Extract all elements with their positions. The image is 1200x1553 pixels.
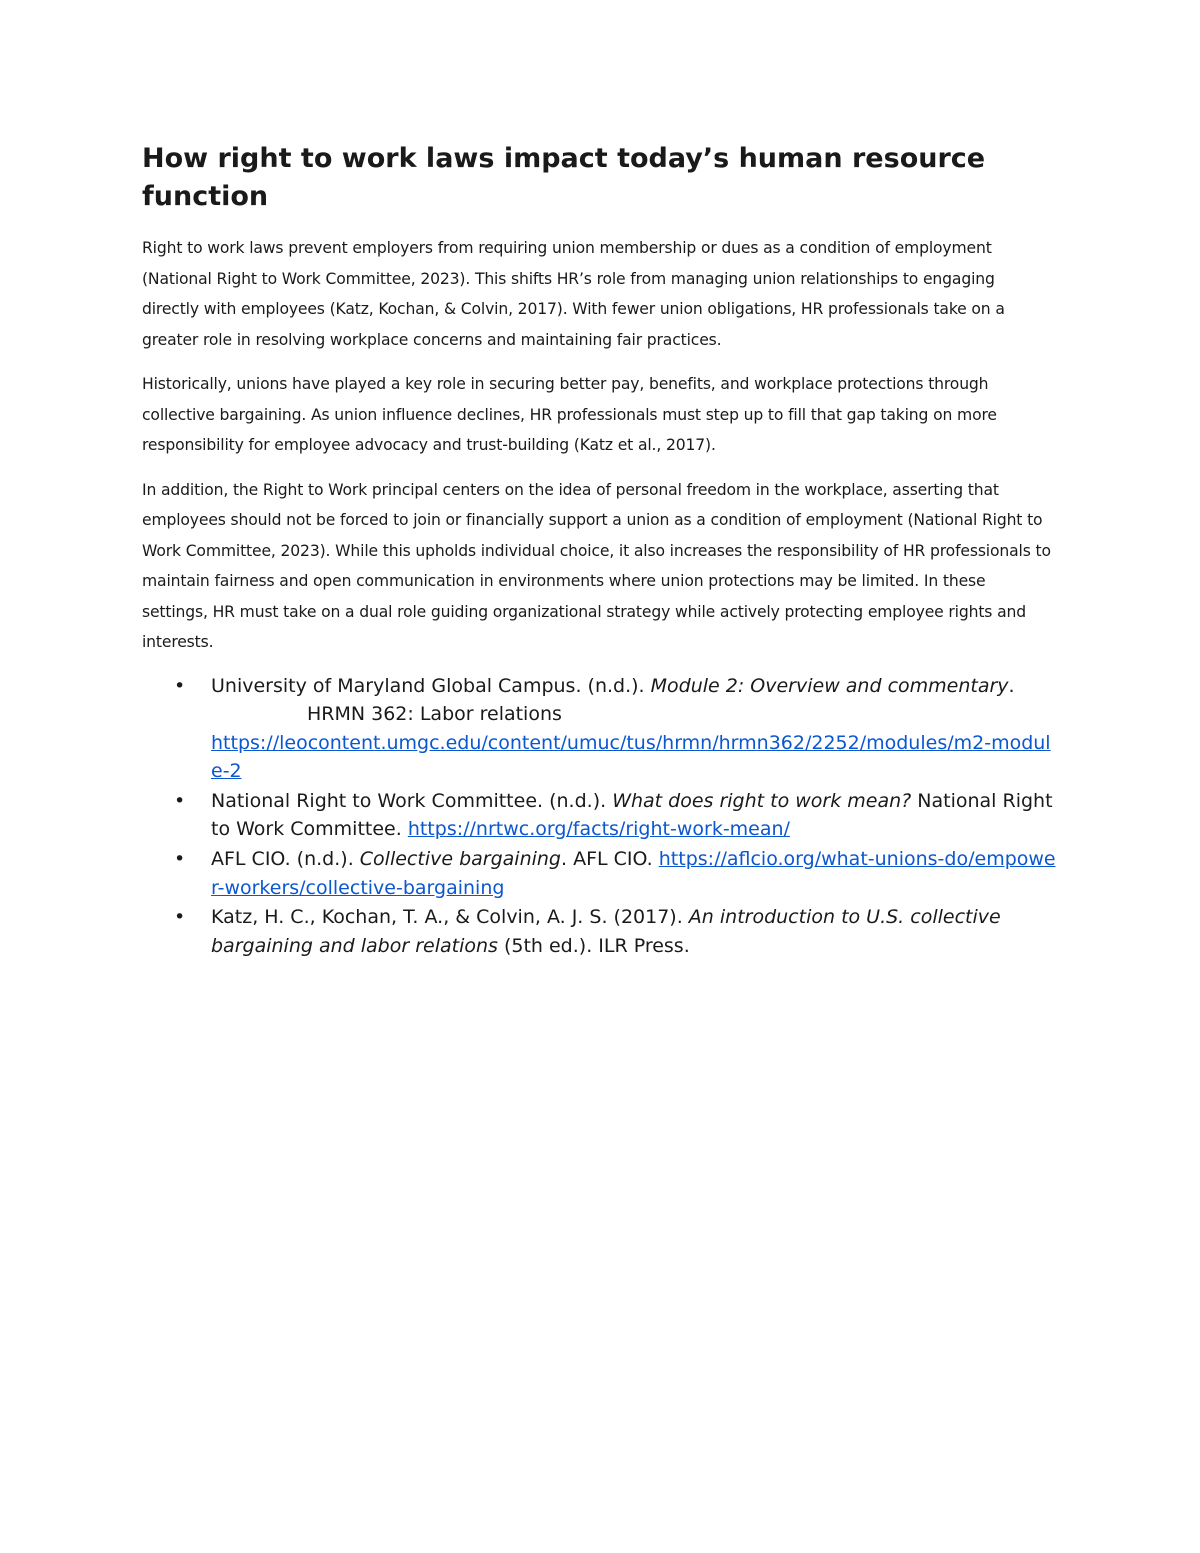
reference-item-katz <box>142 903 1052 960</box>
bullet-icon: • <box>174 789 186 812</box>
paragraph-personal-freedom: In addition, the Right to Work principal centers on the idea of personal freedom in the workplace, asserting that employees should not be forced to join or financially support a union as a condition of employment (National Right to Work Committee, 2023). While this upholds individual choice, it also increases the responsibility of HR professionals to maintain fairness and open communication in environments where union protections may be limited. In these settings, HR must take on a dual role guiding organizational strategy while actively protecting employee rights and interests. <box>142 480 1051 651</box>
reference-title: Collective bargaining <box>359 848 561 871</box>
reference-author: AFL CIO. (n.d.). <box>211 848 360 871</box>
reference-author: University of Maryland Global Campus. (n.d.). <box>211 674 651 697</box>
paragraph-right-to-work-laws: Right to work laws prevent employers from requiring union membership or dues as a condition of employment (National Right to Work Committee, 2023). This shifts HR’s role from managing union relationships to engaging directly with employees (Katz, Kochan, & Colvin, 2017). With fewer union obligations, HR professionals take on a greater role in resolving workplace concerns and maintaining fair practices. <box>142 239 1005 349</box>
bullet-icon: • <box>174 906 186 929</box>
document-title: How right to work laws impact today’s human resource function <box>142 143 986 212</box>
paragraph-historically-unions: Historically, unions have played a key role in securing better pay, benefits, and workplace protections through collective bargaining. As union influence declines, HR professionals must step up to fill that gap taking on more responsibility for employee advocacy and trust-building (Katz et al., 2017). <box>142 375 997 454</box>
reference-list <box>142 672 1056 961</box>
bullet-icon: • <box>174 674 186 697</box>
reference-after-title: (5th ed.). ILR Press. <box>497 934 690 957</box>
reference-title: What does right to work mean? <box>612 789 912 812</box>
reference-item-nrtwc <box>142 787 1052 844</box>
bullet-icon: • <box>174 848 186 871</box>
document-body <box>142 140 1056 961</box>
reference-item-aflcio <box>142 845 1056 902</box>
reference-publisher: HRMN 362: Labor relations <box>307 703 562 726</box>
reference-after-title: National Right to Work Committee. <box>211 789 1053 841</box>
reference-link-aflcio[interactable]: https://aflcio.org/what-unions-do/empower-workers/collective-bargaining <box>211 848 1056 899</box>
reference-title: Module 2: Overview and commentary <box>650 674 1009 697</box>
reference-text <box>211 903 1056 960</box>
reference-text <box>211 845 1056 902</box>
reference-after-title: . <box>1008 674 1015 697</box>
reference-after-title: . AFL CIO. <box>561 848 659 871</box>
reference-text <box>211 787 1056 844</box>
reference-title: An introduction to U.S. collective bargaining and labor relations <box>211 906 1001 957</box>
reference-item-umgc <box>142 672 1052 786</box>
reference-text <box>211 672 1056 786</box>
reference-link-nrtwc[interactable]: https://nrtwc.org/facts/right-work-mean/ <box>407 818 790 841</box>
reference-author: Katz, H. C., Kochan, T. A., & Colvin, A. J. S. (2017). <box>211 906 689 929</box>
reference-link-umgc[interactable]: https://leocontent.umgc.edu/content/umuc/tus/hrmn/hrmn362/2252/modules/m2-module-2 <box>211 731 1051 783</box>
reference-author: National Right to Work Committee. (n.d.). <box>211 789 613 812</box>
